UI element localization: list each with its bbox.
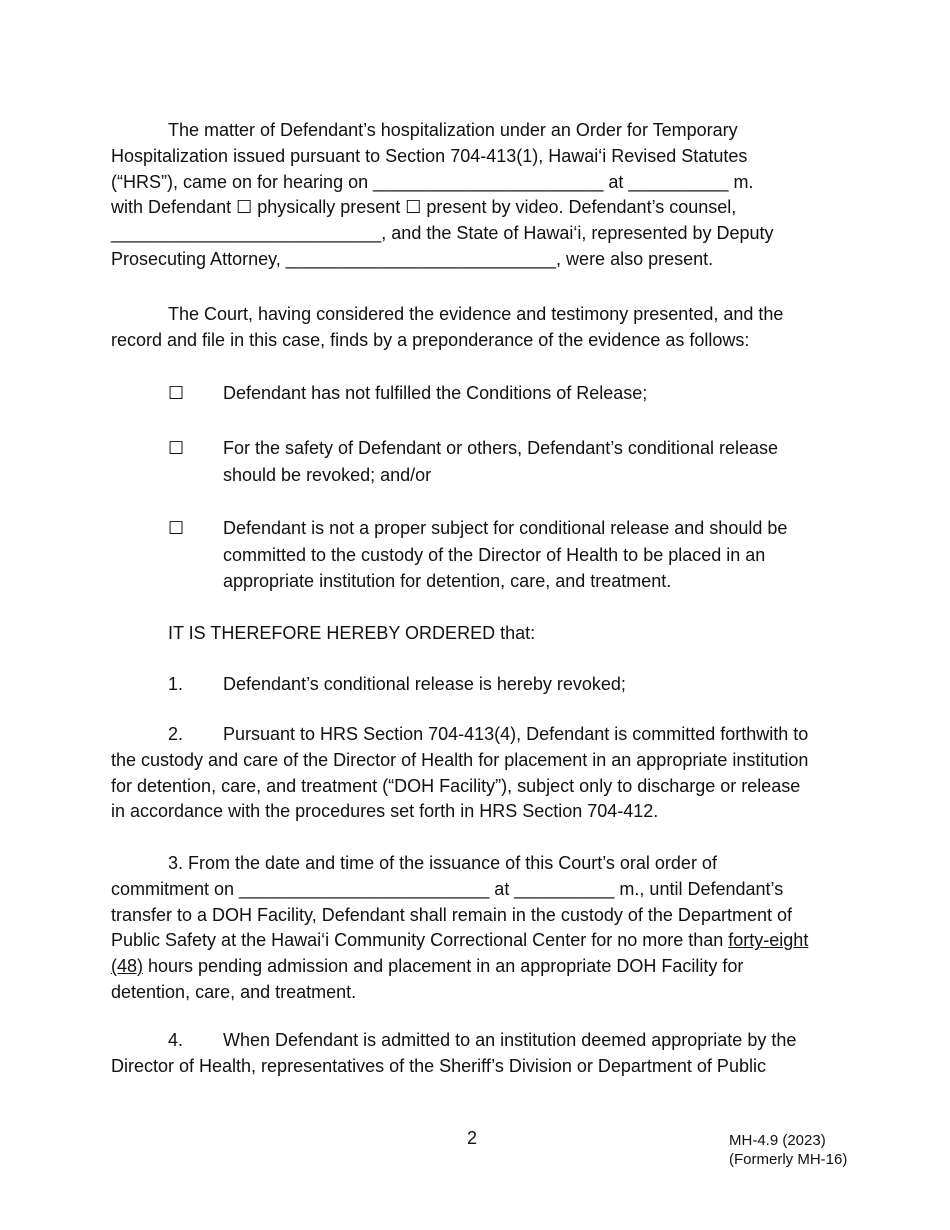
finding-text: Defendant has not fulfilled the Conditions of Release; xyxy=(223,383,648,403)
text-line: with Defendant ☐ physically present ☐ present by video. Defendant’s counsel, xyxy=(111,197,737,218)
ordered-heading: IT IS THEREFORE HEREBY ORDERED that: xyxy=(168,623,536,643)
text-line xyxy=(111,722,851,748)
text-line: 3. From the date and time of the issuance of this Court’s oral order of xyxy=(168,853,717,873)
text-span: Public Safety at the Hawai‘i Community Correctional Center for no more than xyxy=(111,930,729,951)
checkbox[interactable]: ☐ xyxy=(168,518,185,538)
text-line xyxy=(111,928,851,954)
text-line: for detention, care, and treatment (“DOH Facility”), subject only to discharge or release xyxy=(111,775,801,796)
text-line: The matter of Defendant’s hospitalization under an Order for Temporary xyxy=(168,120,738,140)
text-line xyxy=(111,1028,851,1054)
hearing-paragraph xyxy=(111,118,841,273)
finding-text: For the safety of Defendant or others, Defendant’s conditional release xyxy=(223,438,779,458)
order-number: 2. xyxy=(168,724,184,744)
finding-text: should be revoked; and/or xyxy=(223,464,432,485)
underlined-term: forty-eight xyxy=(728,930,809,951)
finding-text: Defendant is not a proper subject for conditional release and should be xyxy=(223,518,788,538)
finding-item xyxy=(168,380,848,407)
text-line: Hospitalization issued pursuant to Section 704-413(1), Hawai‘i Revised Statutes xyxy=(111,145,748,166)
order-item-3 xyxy=(111,851,851,1006)
text-line: transfer to a DOH Facility, Defendant shall remain in the custody of the Department of xyxy=(111,904,792,925)
findings-intro-paragraph xyxy=(111,302,841,354)
text-line: in accordance with the procedures set forth in HRS Section 704-412. xyxy=(111,801,659,822)
text-line: (“HRS”), came on for hearing on _______________________ at __________ m. xyxy=(111,171,754,192)
finding-text: appropriate institution for detention, care, and treatment. xyxy=(223,571,672,591)
finding-item xyxy=(168,435,848,488)
order-item-4 xyxy=(111,1028,851,1080)
checkbox[interactable]: ☐ xyxy=(168,438,185,458)
text-line: Prosecuting Attorney, ___________________________, were also present. xyxy=(111,248,714,269)
underlined-term: (48) xyxy=(111,956,144,977)
text-line: commitment on _________________________ at __________ m., until Defendant’s xyxy=(111,878,784,899)
form-former-code: (Formerly MH-16) xyxy=(729,1151,848,1168)
checkbox[interactable]: ☐ xyxy=(168,383,185,403)
text-line: ___________________________, and the State of Hawai‘i, represented by Deputy xyxy=(111,223,774,244)
text-line: Director of Health, representatives of the Sheriff’s Division or Department of Public xyxy=(111,1055,766,1076)
form-identifier xyxy=(729,1131,847,1169)
order-number: 4. xyxy=(168,1030,184,1050)
order-number: 1. xyxy=(168,674,184,694)
text-line: The Court, having considered the evidence and testimony presented, and the xyxy=(168,304,784,324)
order-text: Pursuant to HRS Section 704-413(4), Defendant is committed forthwith to xyxy=(223,724,809,744)
order-text: Defendant’s conditional release is hereby revoked; xyxy=(223,674,626,694)
form-code: MH-4.9 (2023) xyxy=(729,1132,826,1149)
text-line: the custody and care of the Director of Health for placement in an appropriate institution xyxy=(111,749,809,770)
order-item-1 xyxy=(168,671,626,697)
text-line: record and file in this case, finds by a preponderance of the evidence as follows: xyxy=(111,329,750,350)
order-item-2 xyxy=(111,722,851,825)
finding-text: committed to the custody of the Director of Health to be placed in an xyxy=(223,544,766,565)
page-number: 2 xyxy=(467,1128,478,1148)
order-text: When Defendant is admitted to an institution deemed appropriate by the xyxy=(223,1030,797,1050)
text-line: detention, care, and treatment. xyxy=(111,981,357,1002)
text-span: hours pending admission and placement in an appropriate DOH Facility for xyxy=(143,956,744,977)
text-line xyxy=(111,954,851,980)
finding-item xyxy=(168,515,848,595)
